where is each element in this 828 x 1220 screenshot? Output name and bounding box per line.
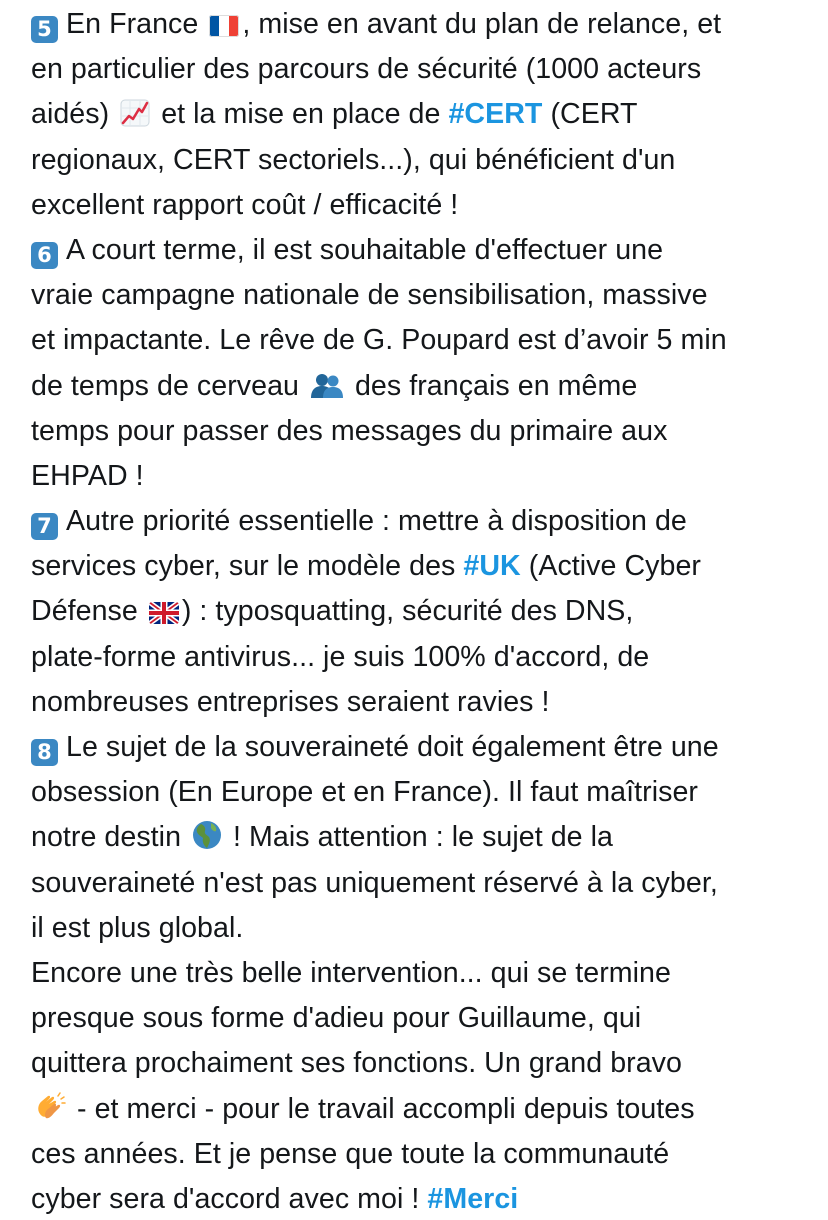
point-7-line-4: plate-forme antivirus... je suis 100% d'accord, de (31, 640, 650, 673)
closing-line-2: presque sous forme d'adieu pour Guillaume, qui (31, 1002, 642, 1035)
text: , mise en avant du plan de relance, et (242, 8, 722, 40)
flag-uk-icon (149, 602, 179, 624)
keycap-6-icon: 6 (31, 242, 58, 269)
tweet-body (31, 0, 821, 1220)
keycap-5-icon: 5 (31, 16, 58, 43)
point-7-line-5: nombreuses entreprises seraient ravies ! (31, 685, 550, 718)
text: Le sujet de la souveraineté doit également être une (66, 731, 719, 763)
text: de temps de cerveau (31, 369, 299, 402)
hashtag-uk-link[interactable]: #UK (463, 550, 521, 583)
point-6-line-5: temps pour passer des messages du primaire aux (31, 414, 668, 447)
text: notre destin (31, 821, 182, 854)
text: (CERT (550, 98, 638, 131)
text: cyber sera d'accord avec moi ! (31, 1182, 420, 1215)
point-7-line-3 (31, 587, 821, 632)
point-5-line-4: regionaux, CERT sectoriels...), qui bénéficient d'un (31, 143, 676, 176)
point-8-line-5: il est plus global. (31, 911, 244, 944)
closing-line-3: quittera prochaiment ses fonctions. Un grand bravo (31, 1047, 682, 1080)
point-6-line-4 (31, 362, 821, 407)
busts-in-silhouette-icon (310, 371, 344, 399)
point-7-line-1 (31, 497, 821, 542)
point-5-line-1 (31, 0, 821, 45)
text: - et merci - pour le travail accompli depuis toutes (77, 1092, 695, 1125)
chart-increasing-icon (120, 99, 150, 127)
point-8-line-1 (31, 723, 821, 768)
text: aidés) (31, 98, 110, 131)
closing-line-5: ces années. Et je pense que toute la communauté (31, 1137, 670, 1170)
keycap-7-icon: 7 (31, 513, 58, 540)
point-6-line-1 (31, 226, 821, 271)
point-5-line-2: en particulier des parcours de sécurité (1000 acteurs (31, 53, 702, 86)
keycap-8-icon: 8 (31, 739, 58, 766)
hashtag-cert-link[interactable]: #CERT (448, 98, 543, 131)
closing-line-4 (31, 1085, 821, 1130)
point-6-line-6: EHPAD ! (31, 459, 144, 492)
clapping-hands-icon (34, 1092, 66, 1122)
point-6-line-3: et impactante. Le rêve de G. Poupard est d’avoir 5 min (31, 324, 727, 357)
text: services cyber, sur le modèle des (31, 550, 456, 583)
point-8-line-3 (31, 813, 821, 858)
point-8-line-2: obsession (En Europe et en France). Il faut maîtriser (31, 776, 698, 809)
text: (Active Cyber (528, 550, 702, 583)
hashtag-merci-link[interactable]: #Merci (427, 1182, 519, 1215)
point-7-line-2 (31, 542, 821, 587)
text: ) : typosquatting, sécurité des DNS, (181, 595, 634, 628)
text: et la mise en place de (161, 98, 441, 131)
text: ! Mais attention : le sujet de la (233, 821, 613, 854)
text: En France (66, 8, 199, 40)
text: A court terme, il est souhaitable d'effectuer une (66, 233, 664, 266)
flag-france-icon (209, 15, 239, 37)
closing-line-1: Encore une très belle intervention... qui se termine (31, 956, 671, 989)
text: Défense (31, 595, 138, 628)
point-6-line-2: vraie campagne nationale de sensibilisation, massive (31, 279, 708, 312)
point-5-line-5: excellent rapport coût / efficacité ! (31, 188, 459, 221)
globe-africa-europe-icon (192, 820, 222, 850)
point-8-line-4: souveraineté n'est pas uniquement réservé à la cyber, (31, 866, 718, 899)
text: des français en même (354, 369, 638, 402)
text: Autre priorité essentielle : mettre à disposition de (66, 505, 687, 538)
point-5-line-3 (31, 90, 821, 135)
closing-line-6 (31, 1175, 821, 1220)
